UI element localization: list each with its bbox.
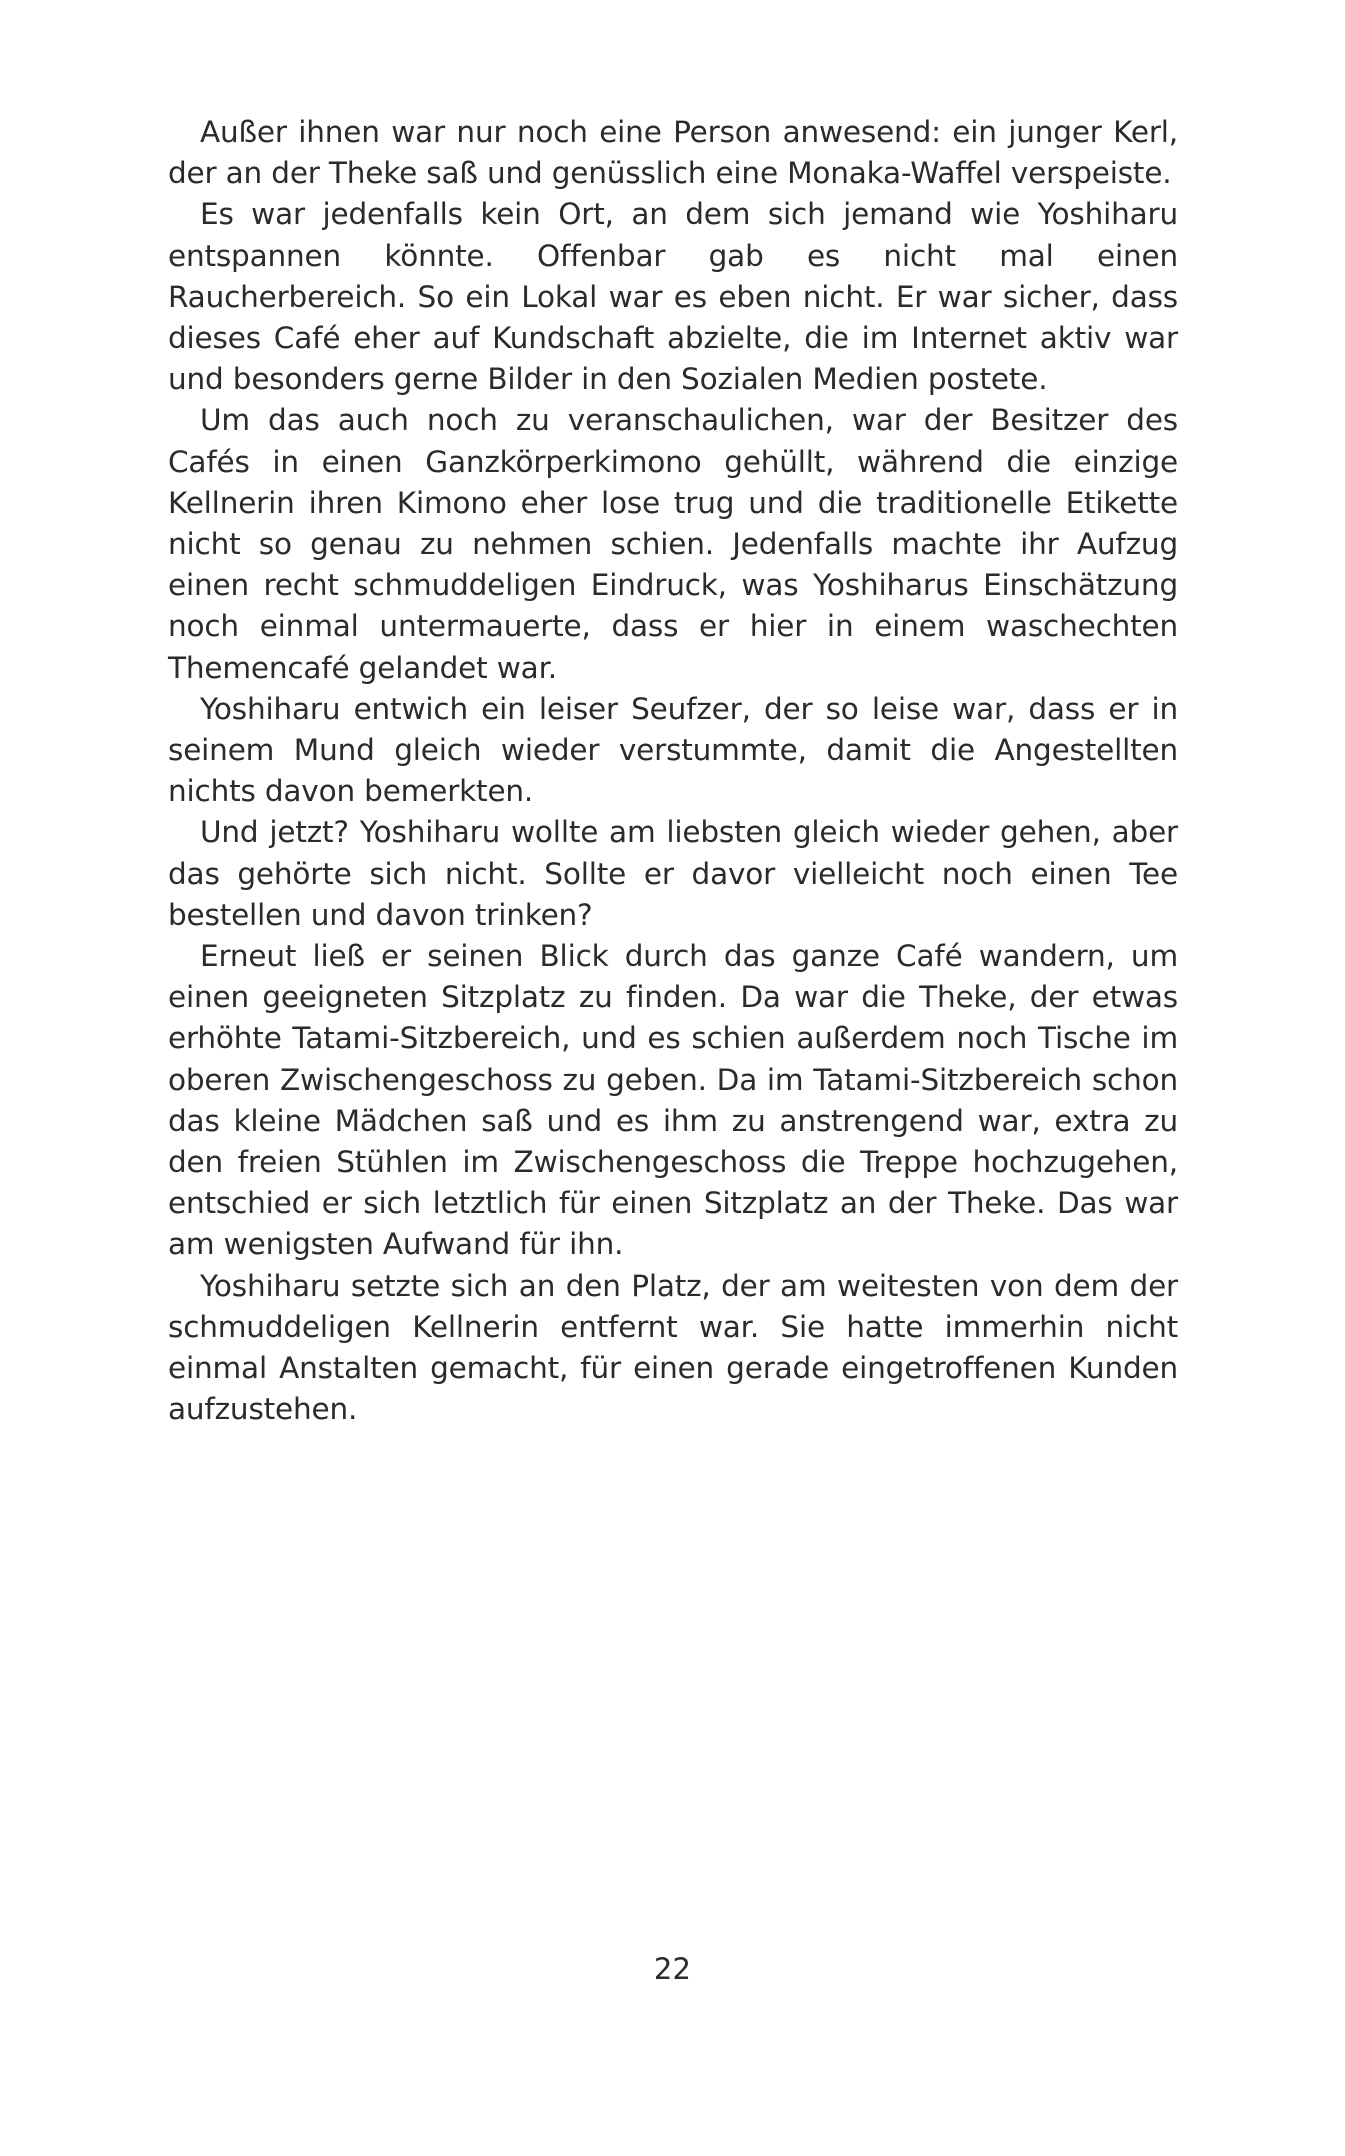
page-number: 22 bbox=[653, 1952, 692, 1986]
paragraph-4: Yoshiharu entwich ein leiser Seufzer, der so leise war, dass er in seinem Mund gleich wieder verstummte, damit die Angestellten nichts davon bemerkten. bbox=[168, 691, 1178, 809]
paragraph-6: Erneut ließ er seinen Blick durch das ganze Café wandern, um einen geeigneten Sitzplatz zu finden. Da war die Theke, der etwas erhöhte Tatami-Sitzbereich, und es schien außerdem noch Tische im oberen Zwischengeschoss zu geben. Da im Tatami-Sitzbereich schon das kleine Mädchen saß und es ihm zu anstrengend war, extra zu den freien Stühlen im Zwischengeschoss die Treppe hochzugehen, entschied er sich letztlich für einen Sitzplatz an der Theke. Das war am wenigsten Aufwand für ihn. bbox=[168, 939, 1178, 1262]
paragraph-1: Außer ihnen war nur noch eine Person anwesend: ein junger Kerl, der an der Theke saß und genüsslich eine Monaka-Waffel verspeiste. bbox=[168, 115, 1178, 191]
paragraph-7: Yoshiharu setzte sich an den Platz, der am weitesten von dem der schmuddeligen Kellnerin entfernt war. Sie hatte immerhin nicht einmal Anstalten gemacht, für einen gerade eingetroffenen Kunden aufzustehen. bbox=[168, 1268, 1178, 1427]
body-text-block bbox=[168, 112, 1178, 1431]
paragraph-5: Und jetzt? Yoshiharu wollte am liebsten gleich wieder gehen, aber das gehörte sich nicht. Sollte er davor vielleicht noch einen Tee bestellen und davon trinken? bbox=[168, 815, 1178, 932]
paragraph-3: Um das auch noch zu veranschaulichen, war der Besitzer des Cafés in einen Ganzkörperkimono gehüllt, während die einzige Kellnerin ihren Kimono eher lose trug und die traditionelle Etikette nicht so genau zu nehmen schien. Jedenfalls machte ihr Aufzug einen recht schmuddeligen Eindruck, was Yoshiharus Einschätzung noch einmal untermauerte, dass er hier in einem waschechten Themencafé gelandet war. bbox=[168, 403, 1178, 685]
paragraph-2: Es war jedenfalls kein Ort, an dem sich jemand wie Yoshiharu entspannen könnte. Offenbar gab es nicht mal einen Raucherbereich. So ein Lokal war es eben nicht. Er war sicher, dass dieses Café eher auf Kundschaft abzielte, die im Internet aktiv war und besonders gerne Bilder in den Sozialen Medien postete. bbox=[168, 197, 1178, 397]
